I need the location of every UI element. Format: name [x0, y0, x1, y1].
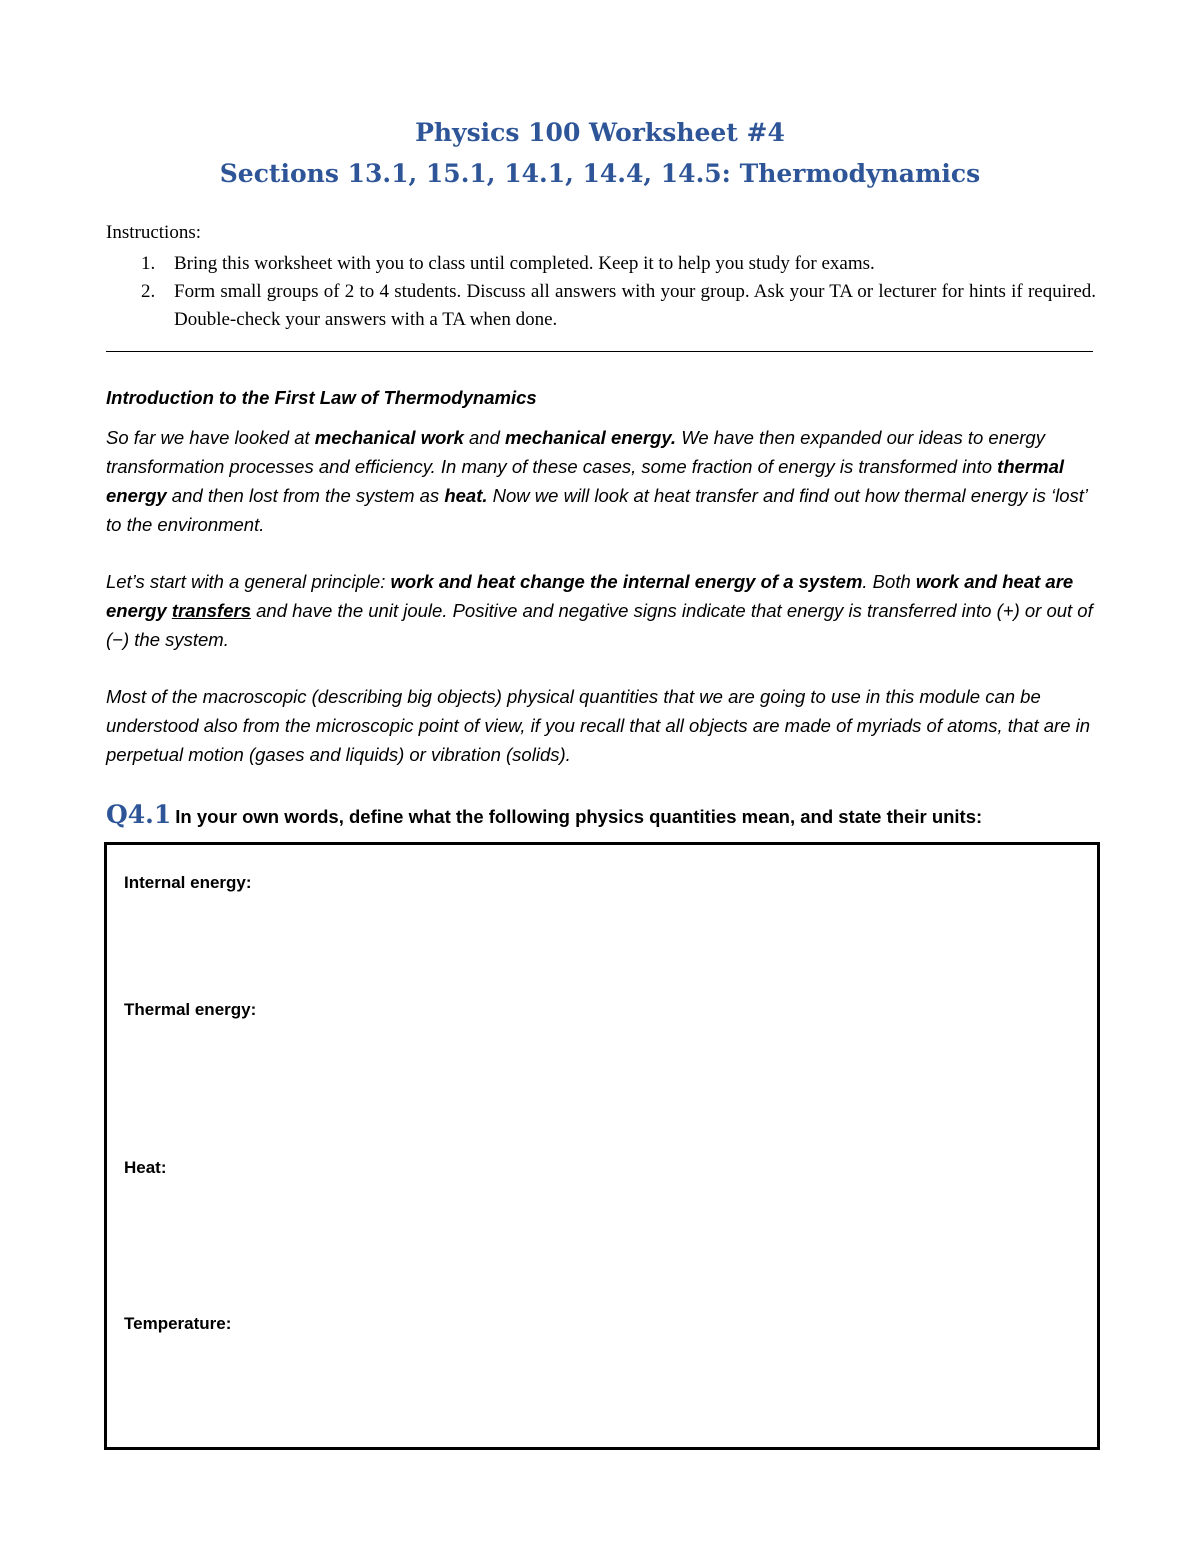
instruction-text: Form small groups of 2 to 4 students. Discuss all answers with your group. Ask your TA or lecturer for hints if required. Double-check your answers with a TA when done. [174, 281, 1096, 330]
intro-paragraph-2: Let’s start with a general principle: work and heat change the internal energy of a system. Both work and heat are energy transfers and have the unit joule. Positive and negative signs indicate that energy is transferred into (+) or out of (−) the system. [106, 571, 1093, 650]
instruction-number: 2. [141, 281, 156, 302]
intro-heading: Introduction to the First Law of Thermodynamics [106, 387, 537, 408]
term-internal-energy: Internal energy: [124, 873, 252, 892]
term-thermal-energy: Thermal energy: [124, 1000, 257, 1019]
term-heat: Heat: [124, 1158, 167, 1177]
term-temperature: Temperature: [124, 1314, 232, 1333]
horizontal-divider [106, 351, 1093, 352]
intro-paragraph-3: Most of the macroscopic (describing big objects) physical quantities that we are going to use in this module can be understood also from the microscopic point of view, if you recall that all objects are made of myriads of atoms, that are in perpetual motion (gases and liquids) or vibration (solids). [106, 686, 1091, 765]
question-text: In your own words, define what the following physics quantities mean, and state their units: [175, 806, 983, 827]
instruction-text: Bring this worksheet with you to class until completed. Keep it to help you study for exams. [174, 253, 875, 274]
question-heading [106, 800, 1106, 829]
instruction-item [106, 278, 1096, 334]
intro-paragraph-1: So far we have looked at mechanical work and mechanical energy. We have then expanded our ideas to energy transformation processes and efficiency. In many of these cases, some fraction of energy is transformed into thermal energy and then lost from the system as heat. Now we will look at heat transfer and find out how thermal energy is ‘lost’ to the environment. [106, 427, 1087, 535]
instruction-number: 1. [141, 253, 156, 274]
worksheet-title: Physics 100 Worksheet #4 [415, 118, 785, 147]
instruction-item [106, 250, 1096, 278]
worksheet-subtitle: Sections 13.1, 15.1, 14.1, 14.4, 14.5: Thermodynamics [219, 159, 981, 188]
instructions-list [106, 250, 1096, 334]
question-number: Q4.1 [106, 800, 172, 829]
answer-box[interactable] [104, 842, 1100, 1450]
instructions-label: Instructions: [106, 222, 201, 243]
